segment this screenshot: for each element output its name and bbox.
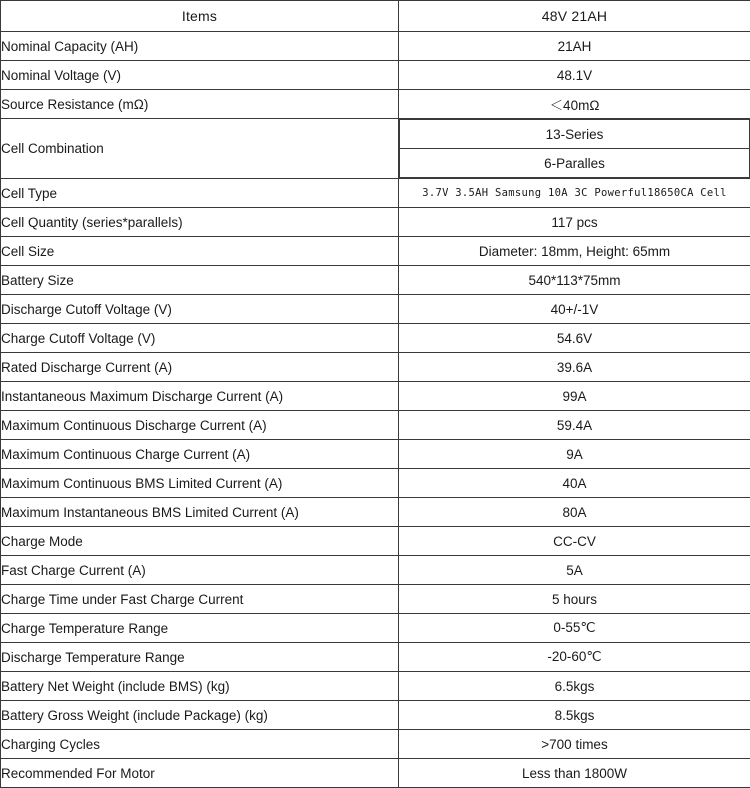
spec-value: 5A (399, 556, 750, 585)
spec-value-parallels: 6-Paralles (400, 149, 750, 178)
spec-value: 3.7V 3.5AH Samsung 10A 3C Powerful18650CA Cell (399, 179, 750, 208)
spec-value: 117 pcs (399, 208, 750, 237)
table-row (1, 469, 750, 498)
spec-value: ＜40mΩ (399, 90, 750, 119)
spec-value-subrow (400, 120, 750, 149)
spec-item-label: Nominal Voltage (V) (1, 61, 399, 90)
table-header (1, 1, 750, 32)
table-row (1, 498, 750, 527)
table-row (1, 179, 750, 208)
spec-item-label: Charge Time under Fast Charge Current (1, 585, 399, 614)
column-header-items: Items (1, 1, 399, 32)
table-row (1, 527, 750, 556)
spec-item-label: Maximum Continuous Charge Current (A) (1, 440, 399, 469)
spec-value: 59.4A (399, 411, 750, 440)
spec-item-label: Recommended For Motor (1, 759, 399, 788)
spec-item-label: Maximum Continuous BMS Limited Current (A) (1, 469, 399, 498)
spec-value: 21AH (399, 32, 750, 61)
spec-item-label: Charge Cutoff Voltage (V) (1, 324, 399, 353)
spec-item-label: Cell Combination (1, 119, 399, 179)
spec-value: 99A (399, 382, 750, 411)
spec-value: 6.5kgs (399, 672, 750, 701)
spec-item-label: Nominal Capacity (AH) (1, 32, 399, 61)
table-row (1, 643, 750, 672)
spec-value-subrow (400, 149, 750, 178)
spec-item-label: Cell Size (1, 237, 399, 266)
spec-item-label: Discharge Temperature Range (1, 643, 399, 672)
table-row (1, 119, 750, 179)
table-row (1, 411, 750, 440)
spec-item-label: Charge Mode (1, 527, 399, 556)
spec-item-label: Battery Size (1, 266, 399, 295)
spec-item-label: Charging Cycles (1, 730, 399, 759)
table-row (1, 585, 750, 614)
table-row (1, 382, 750, 411)
spec-value: 40+/-1V (399, 295, 750, 324)
table-row (1, 324, 750, 353)
spec-item-label: Instantaneous Maximum Discharge Current (A) (1, 382, 399, 411)
table-row (1, 32, 750, 61)
table-row (1, 237, 750, 266)
table-row (1, 208, 750, 237)
spec-value: 40A (399, 469, 750, 498)
spec-value: >700 times (399, 730, 750, 759)
spec-item-label: Source Resistance (mΩ) (1, 90, 399, 119)
spec-item-label: Battery Gross Weight (include Package) (kg) (1, 701, 399, 730)
spec-item-label: Maximum Instantaneous BMS Limited Current (A) (1, 498, 399, 527)
spec-value: 540*113*75mm (399, 266, 750, 295)
table-row (1, 353, 750, 382)
spec-value: 5 hours (399, 585, 750, 614)
table-row (1, 266, 750, 295)
table-body (1, 32, 750, 788)
spec-item-label: Discharge Cutoff Voltage (V) (1, 295, 399, 324)
spec-item-label: Cell Quantity (series*parallels) (1, 208, 399, 237)
spec-item-label: Charge Temperature Range (1, 614, 399, 643)
table-row (1, 730, 750, 759)
table-row (1, 614, 750, 643)
spec-value: 48.1V (399, 61, 750, 90)
spec-item-label: Cell Type (1, 179, 399, 208)
spec-item-label: Fast Charge Current (A) (1, 556, 399, 585)
column-header-model: 48V 21AH (399, 1, 750, 32)
spec-value: CC-CV (399, 527, 750, 556)
spec-item-label: Maximum Continuous Discharge Current (A) (1, 411, 399, 440)
table-row (1, 295, 750, 324)
spec-value: Less than 1800W (399, 759, 750, 788)
spec-value: 80A (399, 498, 750, 527)
spec-value: -20-60℃ (399, 643, 750, 672)
table-row (1, 759, 750, 788)
table-row (1, 440, 750, 469)
spec-value-split (399, 119, 750, 179)
table-row (1, 672, 750, 701)
table-row (1, 701, 750, 730)
table-header-row (1, 1, 750, 32)
table-row (1, 90, 750, 119)
spec-value-series: 13-Series (400, 120, 750, 149)
spec-item-label: Rated Discharge Current (A) (1, 353, 399, 382)
spec-value: 54.6V (399, 324, 750, 353)
spec-item-label: Battery Net Weight (include BMS) (kg) (1, 672, 399, 701)
spec-value: 0-55℃ (399, 614, 750, 643)
spec-value: 9A (399, 440, 750, 469)
spec-value: Diameter: 18mm, Height: 65mm (399, 237, 750, 266)
spec-value: 39.6A (399, 353, 750, 382)
table-row (1, 556, 750, 585)
table-row (1, 61, 750, 90)
spec-value: 8.5kgs (399, 701, 750, 730)
